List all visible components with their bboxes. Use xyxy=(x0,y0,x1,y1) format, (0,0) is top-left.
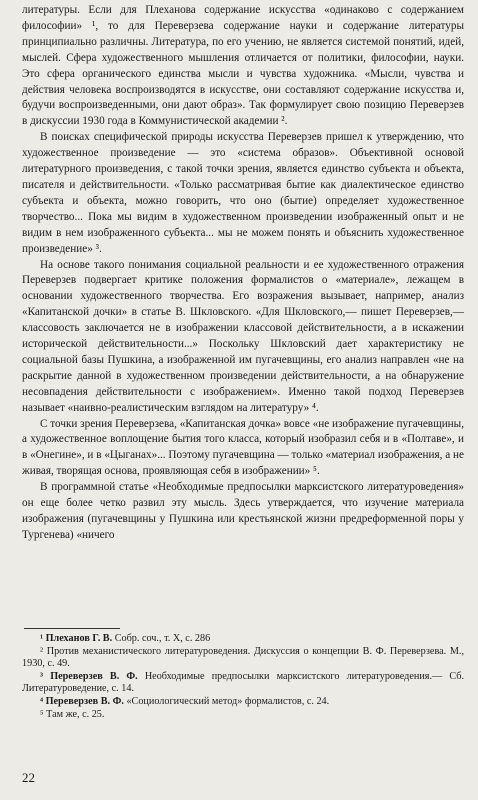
footnote-1 xyxy=(22,633,464,646)
footnote-divider xyxy=(24,628,120,629)
footnote-1-text: Собр. соч., т. X, с. 286 xyxy=(112,633,211,644)
footnote-1-author: ¹ Плеханов Г. В. xyxy=(40,633,113,644)
footnotes xyxy=(22,633,464,721)
paragraph-2: В поисках специфической природы искусства Переверзев пришел к утверждению, что художественное произведение — это «система образов». Объективной основой литературного произведения, с такой точки зрения, является единство субъекта и объекта, писателя и действительности. «Только рассматривая бытие как диалектическое единство субъекта и объекта, можно говорить, что оно (бытие) определяет художественное творчество... Пока мы видим в художественном произведении изображенный опыт и не видим в нем изображенного субъекта... мы не можем понять и объяснить художественное произведение» ³. xyxy=(22,131,464,255)
footnote-3-author: ³ Переверзев В. Ф. xyxy=(40,670,138,682)
paragraph-3: На основе такого понимания социальной реальности и ее художественного отражения Переверзев подвергает критике положения формалистов о «материале», лежащем в основании художественного творчества. Его возражения вызывает, например, анализ «Капитанской дочки» в статье В. Шкловского. «Для Шкловского,— пишет Переверзев,— классовость заключается не в изображении классовой действительности, а в искажении исторической действительности...» Поскольку Шкловский дает характеристику не социальной базы Пушкина, а изображенной им пугачевщины, его анализ направлен «не на раскрытие данной в художественном произведении действительности, а на обнаружение несовпадения действительности с изображением». Именно такой подход Переверзев называет «наивно-реалистическим взглядом на литературу» ⁴. xyxy=(22,258,464,414)
footnote-2: ² Против механистического литературоведения. Дискуссия о концепции В. Ф. Переверзева. М., 1930, с. 49. xyxy=(22,645,464,670)
footnote-3-text: Необходимые предпосылки марксистского литературоведения.— Сб. Литературоведение, с. 14. xyxy=(22,670,464,695)
paragraph-5: В программной статье «Необходимые предпосылки марксистского литературоведения» он еще более четко развил эту мысль. Здесь утверждается, что изучение материала изображения (пугачевщины у Пушкина или крестьянской жизни предреформенной поры у Тургенева) «ничего xyxy=(22,481,464,541)
footnote-5: ⁵ Там же, с. 25. xyxy=(40,708,105,720)
footnote-4 xyxy=(22,696,464,709)
main-text xyxy=(22,3,464,544)
footnote-4-text: «Социологический метод» формалистов, с. 24. xyxy=(123,695,330,707)
page-number: 22 xyxy=(22,770,35,785)
footnote-4-author: ⁴ Переверзев В. Ф. xyxy=(40,695,124,707)
paragraph-1: литературы. Если для Плеханова содержание искусства «одинаково с содержанием философии» ¹, то для Переверзева содержание науки и содержание литературы принципиально различны. Литература, по его учению, не является системой понятий, идей, мыслей. Сфера художественного мышления отличается от политики, философии, науки. Это сфера органического единства мысли и чувства художника. «Мысли, чувства и действия человека воспроизводятся в искусстве, они составляют содержание искусства и, будучи воспроизведенными, они дают образ». Так формулирует свою позицию Переверзев в дискуссии 1930 года в Коммунистической академии ². xyxy=(22,4,464,128)
paragraph-4: С точки зрения Переверзева, «Капитанская дочка» вовсе «не изображение пугачевщины, а художественное воплощение бытия того класса, который изобразил себя и в «Полтаве», и в «Онегине», и в «Цыганах»... Поэтому пугачевщина — только «материал изображения, а не живая, творящая основа, проявляющая себя в изображении» ⁵. xyxy=(22,417,464,478)
footnote-3 xyxy=(22,671,464,696)
